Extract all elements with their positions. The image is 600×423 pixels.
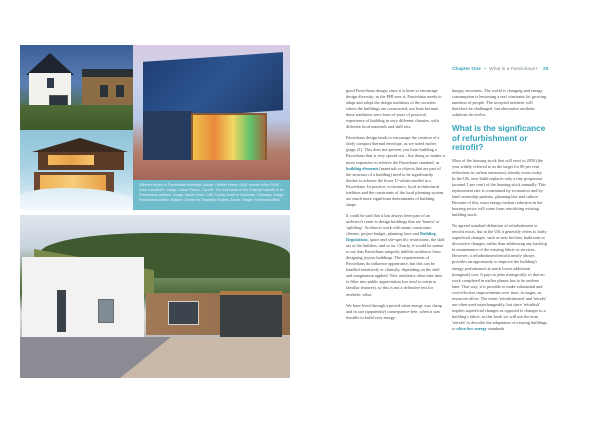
house-window-upper (47, 78, 54, 88)
glossary-term-building-elements[interactable]: building elements (346, 165, 379, 171)
figure-caption: Different styles of Passivhaus buildings. Above: Ruffner Home, USA, winner of the 2009 Solar Decathlon. Image: Jason Flakes. Top left: The first home in the Channel Islands to be Passivhaus certified. Image: David Hatch. Left: Family home in Chemnitz, Germany. Image: Passivhaus Institut. Bottom: Centre for Disability Studies, Essex. Image: Simmonds.Mills (139, 183, 285, 202)
running-head-section: What is a Passivhaus? (489, 67, 538, 72)
photo-centre-for-disability-studies (20, 215, 290, 378)
text-column-1 (346, 88, 445, 326)
timber-window (168, 301, 199, 325)
white-building-door (57, 290, 66, 332)
lodge-upper-windows (48, 155, 94, 165)
text-column-2 (452, 88, 547, 337)
photo-channel-islands-house (20, 45, 133, 130)
paragraph-text: standards. (486, 326, 506, 331)
lodge-roof (32, 138, 128, 152)
hedge (20, 105, 133, 130)
annex-window (116, 85, 124, 97)
paragraph-text: (materials or objects that are part of the structure of a building) need to be significantly thicker to achieve the lower U-values needed in a Passivhaus. In practice, economics, local architectural tradition and the constraints of the local planning system are much more significant determinants of building shape. (346, 165, 444, 207)
paragraph (346, 135, 445, 208)
deck (133, 160, 290, 180)
paragraph: hungry structures. The world is changing and energy consumption is becoming a real constraint for growing numbers of people. The accepted aesthetic will therefore be challenged, but alternative aesthetic solutions do evolve. (452, 88, 547, 118)
running-head-separator: • (484, 67, 486, 72)
paragraph-text: No agreed standard definition of refurbishment or retrofit exists, but in the UK it generally refers to fairly superficial changes, such as new kitchen, bathroom or decorative changes, rather than addressing any backlog in maintenance of the existing fabric or services. However, a refurbishment/retrofit nearly always provides an opportunity to improve the building's energy performance at much lower additional (marginal) cost. It pays to plan strategically so that no work completed in earlier phases has to be undone later. That way, it is possible to make substantial and cost-effective improvements over time, in stages, as resources allow. The terms 'refurbishment' and 'retrofit' are often used interchangeably, but since 'refurbish' implies superficial changes as opposed to changes to a building's fabric, in this book we will use the term 'retrofit' to describe the adaptation of existing buildings to (452, 223, 547, 331)
page-number: 25 (543, 67, 549, 72)
paragraph: Most of the housing stock that will exist in 2050 (the year widely referred to as the target for 80 per cent reductions in carbon emissions) already exists today. In the UK, new build replaces only a tiny proportion (around 1 per cent) of the housing stock annually. This replacement rate is constrained by economics and by land ownership patterns, planning law and culture. Because of this, most energy/carbon reduction in the housing sector will come from retrofitting existing building stock. (452, 157, 546, 218)
entrance-canopy (220, 291, 282, 339)
paragraph (346, 213, 445, 298)
paragraph: good Passivhaus design, since it is keen to encourage design diversity: as the PHI sees it, Passivhaus needs to adapt and adopt the design traditions of the societies where the buildings are constructed, not least because these traditions were born of years of practical experience of building in very different climates, with different local materials and skill sets. (346, 88, 442, 130)
white-building-window (98, 299, 114, 323)
glossary-term-ultra-low-energy[interactable]: ultra-low energy (456, 326, 487, 331)
paragraph-text: It could be said that it has always been part of an architect's remit to design buildings that are 'honest' or 'uplifting'. Architects work with many constraints: climate, project budget, planning laws and (346, 212, 440, 237)
photo-chemnitz-family-home (20, 130, 133, 210)
solar-facade-top (143, 52, 283, 120)
glossary-term-building-regulations[interactable]: Building Regulations (346, 231, 436, 243)
photo-solar-decathlon-home (133, 45, 290, 180)
brick-annex (82, 69, 133, 77)
paragraph: We have lived through a period when energy was cheap and its use (apparently) consequence-free, when it was feasible to build very energy- (346, 302, 442, 320)
white-building (22, 257, 144, 337)
house-gable (26, 53, 74, 75)
running-head-chapter: Chapter One (452, 67, 481, 72)
paragraph (452, 223, 547, 332)
paragraph-text: , space and site-specific restrictions, the skill set of the builders, and so on. Clearly, it would be untrue to say that Passivhaus uniquely inhibits architects from designing joyous buildings. The requirements of Passivhaus do influence appearance, but this can be handled sensitively or clumsily, depending on the skill and imagination applied. New aesthetics often take time to filter into public appreciation (we tend to warm to familiar features), so this is not a definitive test for aesthetic value. (346, 237, 445, 297)
annex-window (100, 85, 108, 97)
glass-front (191, 113, 267, 167)
snow-drift (20, 188, 133, 210)
solar-facade-side (143, 111, 193, 161)
paragraph-text: Passivhaus design tends to encourage the creation of a fairly compact thermal envelope, as we noted earlier (page 21). This does not prevent you from building a Passivhaus that is very spread out – but doing so makes it more expensive to achieve the Passivhaus standard, as (346, 135, 445, 165)
section-heading: What is the significance of refurbishment or retrofit? (452, 124, 546, 153)
figure-caption-band (133, 180, 290, 210)
running-head (452, 67, 547, 72)
